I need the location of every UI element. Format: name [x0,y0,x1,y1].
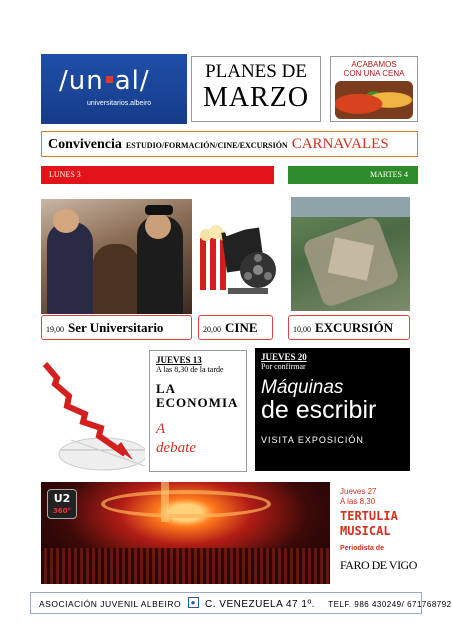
event-tag-cine [198,315,273,340]
tertulia-day: Jueves 27 [340,487,377,496]
logo [41,54,187,124]
tertulia-hour: A las 8,30 [340,497,376,506]
tertulia-periodista: Periodista de [340,545,384,552]
newspaper-logo: FARO DE VIGO [340,558,417,572]
university-photo [41,199,192,314]
maquinas-title-1: Máquinas [261,377,344,398]
event-name: EXCURSIÓN [315,320,394,335]
event-time: 10,00 [293,325,311,334]
dinner-text: ACABAMOS CON UNA CENA [343,60,405,78]
day-bar-martes: MARTES 4 [288,166,418,184]
maquinas-box [255,348,410,471]
event-tag-ser-universitario [41,315,192,340]
convivencia-lead: Convivencia [48,137,122,152]
falling-graph-image [41,354,145,472]
maquinas-day: JUEVES 20 [261,352,307,362]
maquinas-hour: Por confirmar [261,362,306,371]
event-time: 20,00 [203,325,221,334]
excursion-aerial-photo [291,197,410,311]
tertulia-box [340,487,420,573]
logo-subtitle: universitarios.albeiro [87,100,152,107]
convivencia-bar [41,131,418,157]
page-title [191,56,321,122]
economia-sub-1: A [156,421,166,437]
day-bar-lunes: LUNES 3 [41,166,274,184]
footer [30,592,452,614]
economia-sub-2: debate [156,440,196,456]
maquinas-title-2: de escribir [261,396,377,424]
event-name: CINE [225,320,258,335]
convivencia-carnavales: CARNAVALES [291,136,389,152]
title-line-2: MARZO [202,82,310,113]
tertulia-title-2: MUSICAL [340,524,391,538]
location-icon: ● [188,597,199,608]
food-image [335,81,413,119]
economia-hour: A las 8,30 de la tarde [156,365,224,374]
footer-association: ASOCIACIÓN JUVENIL ALBEIRO [39,599,182,609]
title-line-1: PLANES DE [205,61,307,82]
event-time: 19,00 [46,325,64,334]
popcorn-box [200,238,226,290]
footer-phone: TELF. 986 430249/ 671768792 [328,600,452,609]
economia-box [149,350,247,472]
economia-day: JUEVES 13 [156,355,202,365]
convivencia-activities: ESTUDIO/FORMACIÓN/CINE/EXCURSIÓN [125,141,288,150]
u2-badge-bottom: 360° [52,507,72,515]
event-tag-excursion [288,315,410,340]
footer-address: C. VENEZUELA 47 1º. [205,599,315,610]
economia-title: LA ECONOMIA [156,381,239,410]
u2-360-badge [47,489,77,519]
u2-badge-top: U2 [53,492,71,505]
tertulia-title-1: TERTULIA [340,509,398,523]
dinner-box [330,56,418,122]
concert-photo [41,482,330,584]
cinema-image [196,208,280,304]
event-name: Ser Universitario [68,320,164,335]
maquinas-visit: VISITA EXPOSICIÓN [261,435,364,445]
logo-mark: /un al/ [59,66,150,96]
